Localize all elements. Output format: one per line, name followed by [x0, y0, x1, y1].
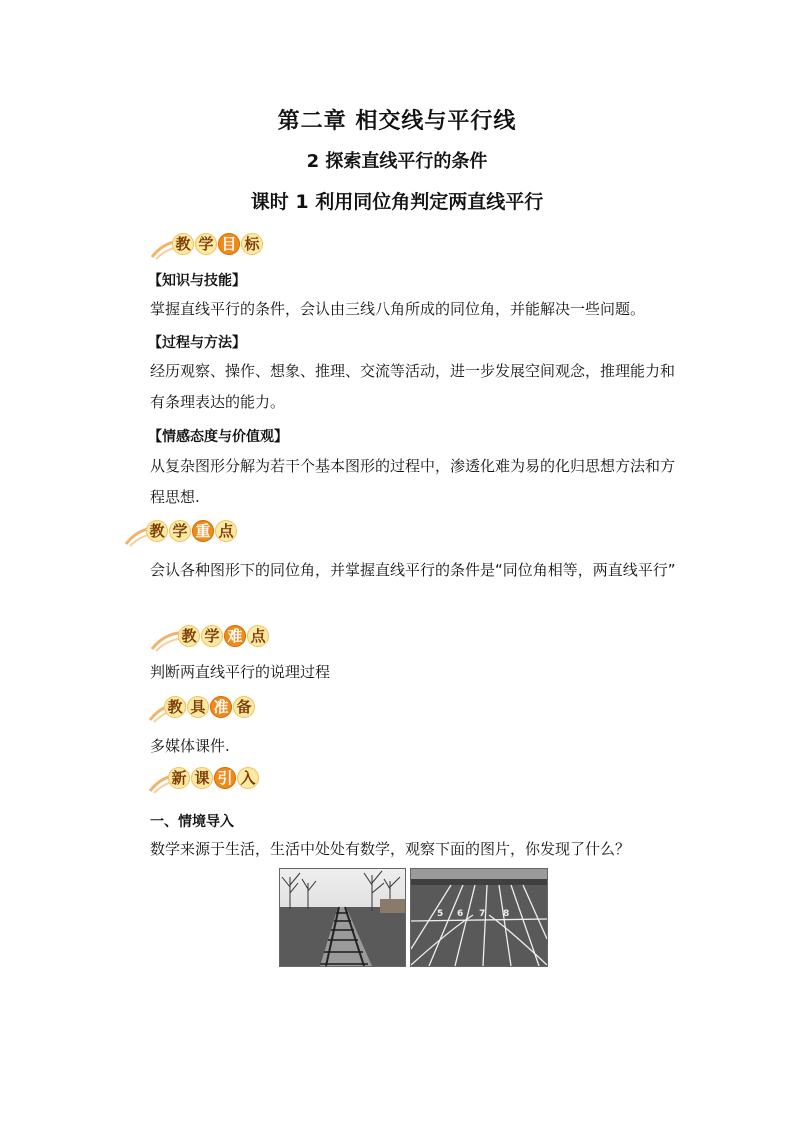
- badge-char: 教: [178, 625, 200, 647]
- introduction-text: 数学来源于生活，生活中处处有数学，观察下面的图片，你发现了什么？: [150, 840, 631, 858]
- lesson-title: 课时 1 利用同位角判定两直线平行: [250, 191, 544, 213]
- badge-difficulties: [150, 623, 270, 653]
- badge-char: 学: [201, 625, 223, 647]
- badge-preparation: [148, 694, 268, 724]
- badge-char: 教: [146, 520, 168, 542]
- badge-char: 入: [237, 767, 259, 789]
- badge-char: 课: [191, 767, 213, 789]
- badge-char: 学: [169, 520, 191, 542]
- badge-char: 备: [233, 696, 255, 718]
- badge-char: 目: [218, 233, 240, 255]
- badge-teaching-objectives: [150, 231, 260, 261]
- badge-char: 教: [164, 696, 186, 718]
- preparation-text: 多媒体课件.: [150, 737, 230, 755]
- lane-number: 8: [503, 909, 510, 919]
- attitude-text: 从复杂图形分解为若干个基本图形的过程中，渗透化难为易的化归思想方法和方程思想.: [150, 457, 676, 506]
- lane-number: 7: [479, 909, 486, 919]
- badge-char: 具: [187, 696, 209, 718]
- knowledge-text: 掌握直线平行的条件，会认由三线八角所成的同位角，并能解决一些问题。: [150, 300, 646, 318]
- introduction-step-label: 一、情境导入: [150, 814, 234, 830]
- chapter-title: 第二章 相交线与平行线: [277, 109, 517, 134]
- badge-char: 教: [172, 233, 194, 255]
- badge-char: 学: [195, 233, 217, 255]
- badge-char: 难: [224, 625, 246, 647]
- difficulties-text: 判断两直线平行的说理过程: [150, 663, 331, 681]
- process-text: 经历观察、操作、想象、推理、交流等活动，进一步发展空间观念，推理能力和有条理表达的能力。: [150, 362, 676, 411]
- attitude-label: 【情感态度与价值观】: [148, 429, 288, 445]
- badge-key-points: [124, 518, 264, 548]
- key-points-text: 会认各种图形下的同位角，并掌握直线平行的条件是“同位角相等，两直线平行”: [150, 561, 676, 579]
- badge-char: 新: [168, 767, 190, 789]
- railway-photo: [279, 868, 406, 967]
- running-track-photo: [410, 868, 548, 967]
- lane-number: 5: [437, 909, 444, 919]
- knowledge-label: 【知识与技能】: [148, 273, 246, 289]
- badge-char: 准: [210, 696, 232, 718]
- badge-char: 重: [192, 520, 214, 542]
- badge-introduction: [148, 765, 268, 795]
- badge-char: 点: [215, 520, 237, 542]
- badge-char: 点: [247, 625, 269, 647]
- process-label: 【过程与方法】: [148, 335, 246, 351]
- lane-number: 6: [457, 909, 464, 919]
- badge-char: 标: [241, 233, 263, 255]
- section-title: 2 探索直线平行的条件: [306, 151, 488, 172]
- badge-char: 引: [214, 767, 236, 789]
